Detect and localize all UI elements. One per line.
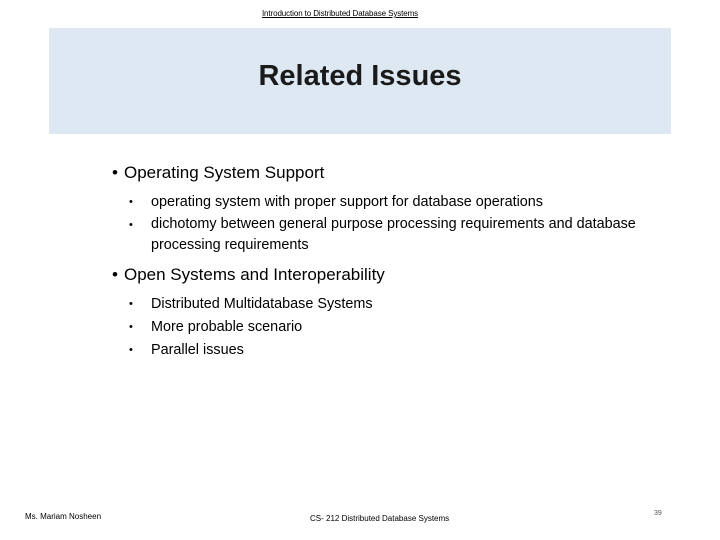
- bullet-icon: •: [129, 321, 133, 333]
- list-item: [112, 316, 672, 339]
- section-heading-open-systems: [112, 264, 672, 286]
- course-header: Introduction to Distributed Database Systems: [261, 9, 419, 18]
- bullet-icon: •: [129, 219, 133, 231]
- section-heading-text: Operating System Support: [124, 163, 325, 182]
- section-heading-text: Open Systems and Interoperability: [124, 265, 385, 284]
- bullet-icon: •: [112, 265, 118, 284]
- open-systems-list: [112, 293, 672, 362]
- bullet-icon: •: [112, 163, 118, 182]
- slide-content: [112, 162, 672, 370]
- list-item-text: Distributed Multidatabase Systems: [151, 296, 373, 312]
- list-item: [112, 191, 672, 214]
- page-number: 39: [654, 510, 662, 517]
- footer-course: CS- 212 Distributed Database Systems: [310, 514, 450, 523]
- list-item-text: Parallel issues: [151, 342, 244, 358]
- section-heading-os-support: [112, 162, 672, 184]
- bullet-icon: •: [129, 298, 133, 310]
- list-item: [112, 339, 672, 362]
- list-item-text: dichotomy between general purpose processing requirements and database processing requirements: [151, 216, 636, 253]
- bullet-icon: •: [129, 344, 133, 356]
- list-item-text: operating system with proper support for database operations: [151, 194, 543, 210]
- bullet-icon: •: [129, 196, 133, 208]
- footer-author: Ms. Mariam Nosheen: [25, 512, 102, 521]
- os-support-list: [112, 191, 672, 256]
- list-item-text: More probable scenario: [151, 319, 303, 335]
- list-item: [112, 214, 672, 256]
- slide-title: Related Issues: [258, 60, 462, 92]
- list-item: [112, 293, 672, 316]
